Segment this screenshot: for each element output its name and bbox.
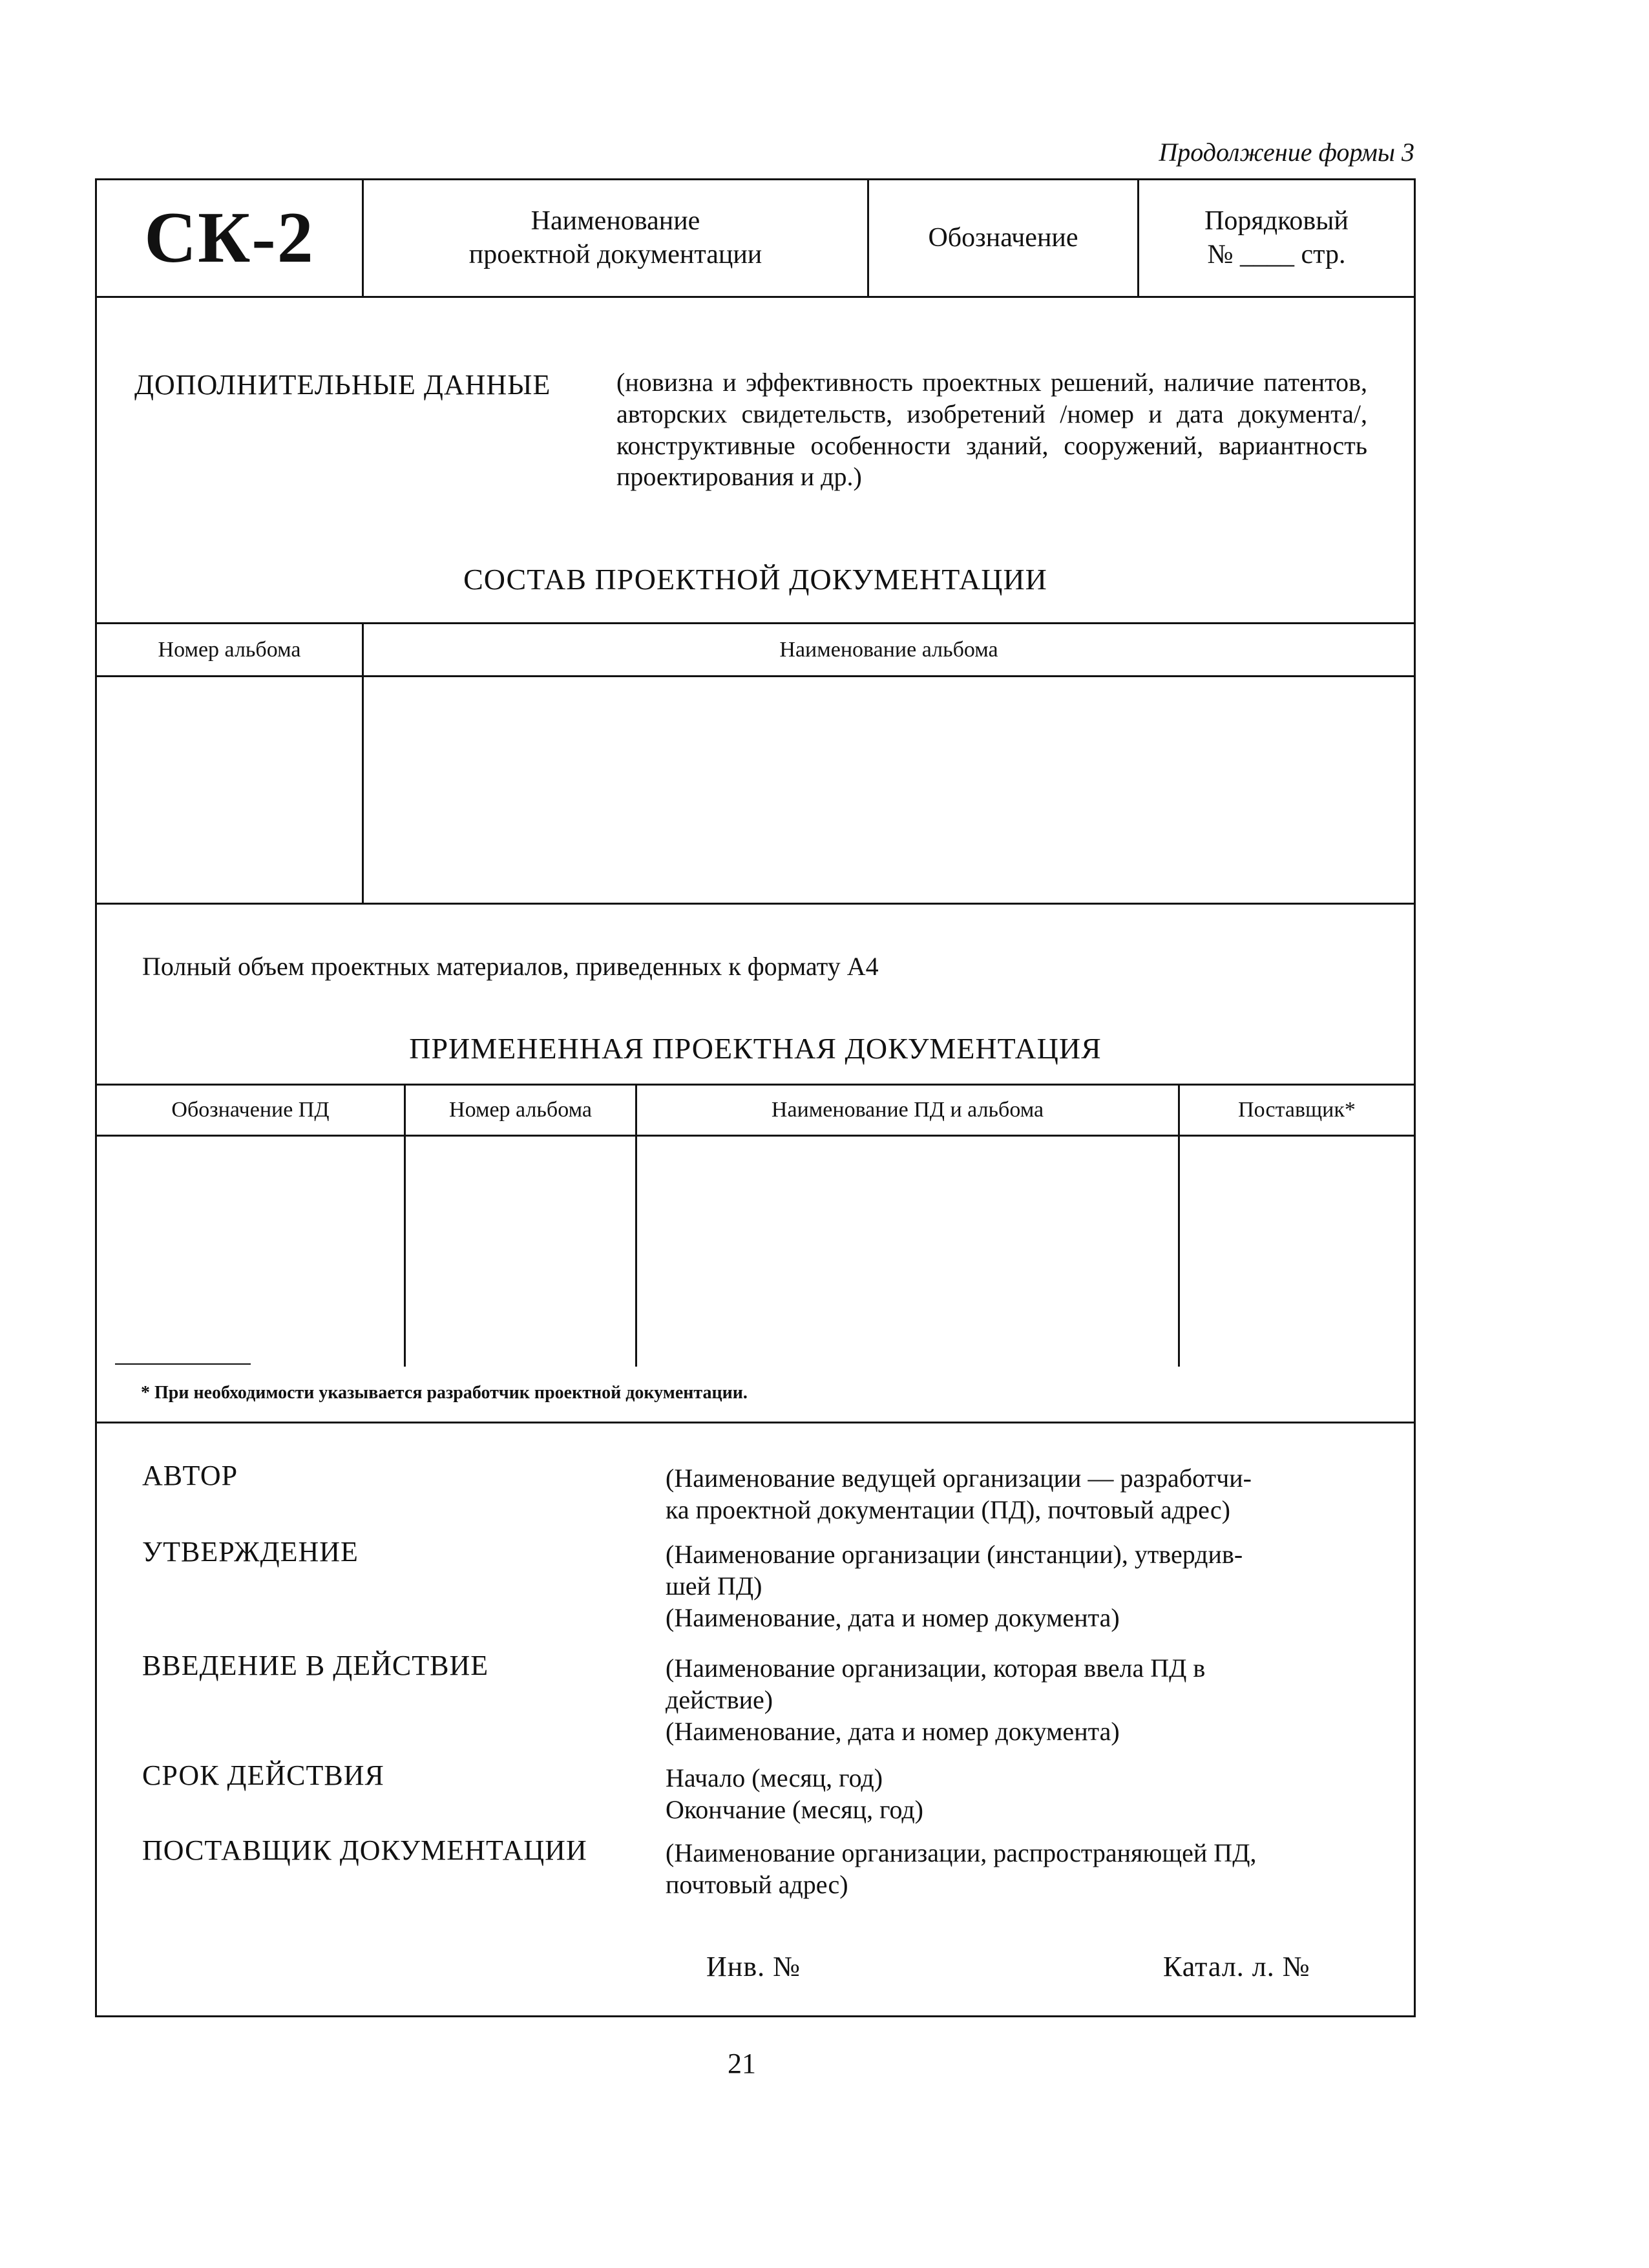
field-text [666, 1463, 1373, 1526]
continuation-label: Продолжение формы 3 [1159, 138, 1414, 167]
col-pd-designation: Обозначение ПД [171, 1098, 330, 1122]
field-line: ка проектной документации (ПД), почтовый адрес) [666, 1495, 1230, 1524]
catalog-number: Катал. л. № [1163, 1951, 1310, 1982]
field-label: СРОК ДЕЙСТВИЯ [142, 1759, 384, 1791]
page-number: 21 [728, 2048, 756, 2079]
additional-label: ДОПОЛНИТЕЛЬНЫЕ ДАННЫЕ [134, 369, 551, 401]
field-line: действие) [666, 1685, 773, 1714]
col-pd-album-name: Наименование ПД и альбома [771, 1098, 1044, 1122]
field-line: (Наименование организации, распространяющей ПД, [666, 1838, 1257, 1867]
field-text [666, 1763, 1373, 1826]
field-line: почтовый адрес) [666, 1869, 848, 1899]
col-applied-album-number: Номер альбома [449, 1098, 592, 1122]
field-text [666, 1838, 1373, 1901]
field-label: УТВЕРЖДЕНИЕ [142, 1536, 359, 1568]
field-label: АВТОР [142, 1460, 238, 1491]
field-label: ВВЕДЕНИЕ В ДЕЙСТВИЕ [142, 1650, 489, 1681]
field-line: (Наименование, дата и номер документа) [666, 1716, 1120, 1746]
field-line: шей ПД) [666, 1571, 762, 1601]
field-line: (Наименование ведущей организации — разработчи- [666, 1464, 1252, 1493]
ordinal-line1: Порядковый [1204, 206, 1349, 236]
ordinal-header [1139, 180, 1414, 296]
col-supplier: Поставщик* [1238, 1098, 1356, 1122]
designation-header: Обозначение [928, 222, 1078, 253]
field-line: Начало (месяц, год) [666, 1763, 883, 1792]
field-line: (Наименование, дата и номер документа) [666, 1602, 1120, 1632]
col-album-name: Наименование альбома [779, 637, 998, 662]
applied-title: ПРИМЕНЕННАЯ ПРОЕКТНАЯ ДОКУМЕНТАЦИЯ [409, 1032, 1102, 1065]
field-label: ПОСТАВЩИК ДОКУМЕНТАЦИИ [142, 1834, 587, 1866]
field-text [666, 1653, 1373, 1747]
full-volume-text: Полный объем проектных материалов, приведенных к формату А4 [142, 952, 879, 981]
footnote: * При необходимости указывается разработчик проектной документации. [141, 1383, 748, 1403]
inventory-number: Инв. № [706, 1951, 801, 1982]
field-line: (Наименование организации, которая ввела ПД в [666, 1654, 1206, 1683]
ordinal-line2: № ____ стр. [1207, 239, 1346, 269]
field-line: (Наименование организации (инстанции), утвердив- [666, 1540, 1243, 1569]
field-line: Окончание (месяц, год) [666, 1794, 924, 1824]
additional-text: (новизна и эффективность проектных решений, наличие патентов, авторских свидетельств, изобретений /номер и дата документа/, конструктивные особенности зданий, сооружений, вариантность проектирования и др.) [616, 368, 1367, 492]
doc-name-header: Наименование проектной документации [468, 206, 762, 269]
composition-title: СОСТАВ ПРОЕКТНОЙ ДОКУМЕНТАЦИИ [463, 563, 1047, 596]
form-code: СК-2 [144, 198, 315, 278]
field-text [666, 1539, 1373, 1633]
col-album-number: Номер альбома [158, 637, 301, 662]
